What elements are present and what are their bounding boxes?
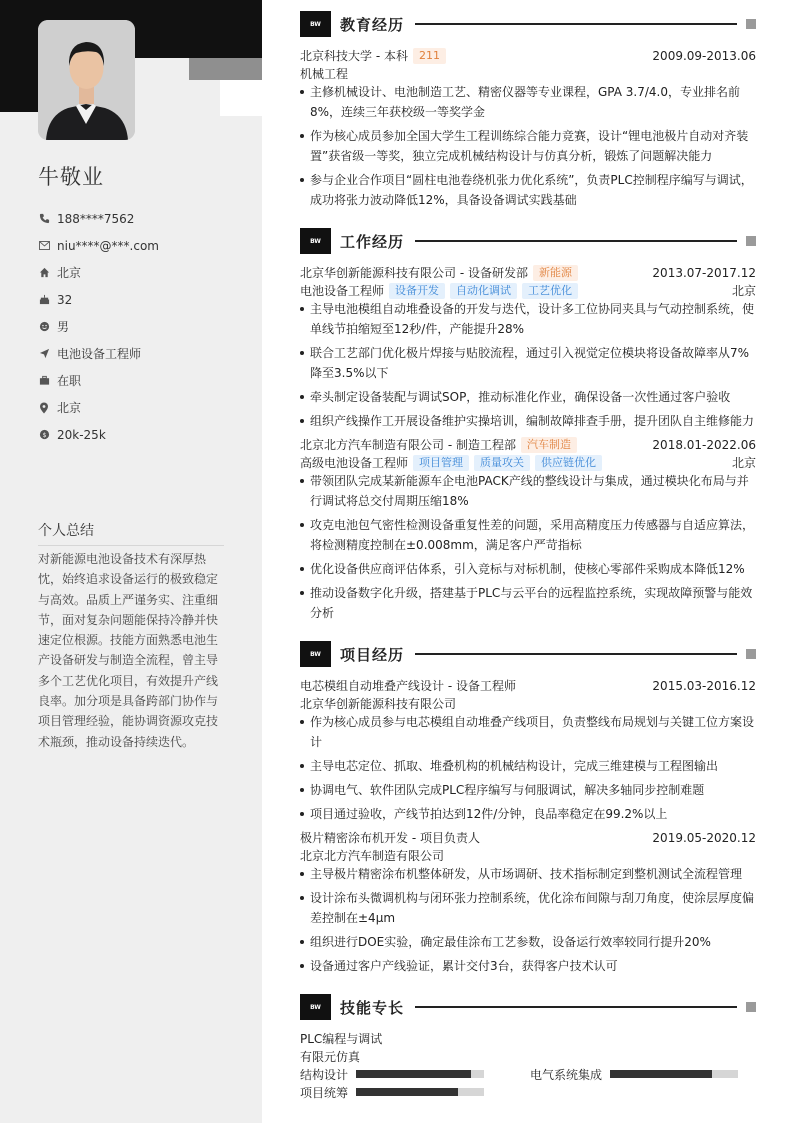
section-header-project xyxy=(300,641,756,667)
section-divider xyxy=(415,240,737,242)
section-divider xyxy=(415,23,737,25)
location-pin-icon xyxy=(38,402,50,414)
section-square xyxy=(746,1002,756,1012)
work-date: 2013.07-2017.12 xyxy=(652,265,756,280)
svg-text:$: $ xyxy=(41,430,47,439)
skill-bar-track xyxy=(356,1070,484,1078)
education-header xyxy=(300,47,756,64)
email-item xyxy=(38,232,159,259)
work-bullet: 联合工艺部门优化极片焊接与贴胶流程，通过引入视觉定位模块将设备故障率从7%降至3.5%以下 xyxy=(300,343,756,383)
work-industry-tag: 汽车制造 xyxy=(521,437,577,453)
section-divider xyxy=(415,653,737,655)
section-header-skills xyxy=(300,994,756,1020)
status-item xyxy=(38,367,159,394)
skill-bar-fill xyxy=(356,1088,458,1096)
skill-bar-track xyxy=(356,1088,484,1096)
skill-bar-label: 项目统筹 xyxy=(300,1086,349,1100)
decor-block-black-left xyxy=(0,58,38,112)
phone-icon xyxy=(38,213,50,225)
send-icon xyxy=(38,348,50,360)
project-bullet: 组织进行DOE实验，确定最佳涂布工艺参数，设备运行效率较同行提升20% xyxy=(300,932,756,952)
work-bullet: 带领团队完成某新能源车企电池PACK产线的整线设计与集成，通过模块化布局与并行调试将总交付周期压缩18% xyxy=(300,471,756,511)
project-company-row xyxy=(300,847,756,864)
city-text: 北京 xyxy=(57,401,82,415)
skill-plain: 有限元仿真 xyxy=(300,1050,361,1064)
work-bullet: 主导电池模组自动堆叠设备的开发与迭代，设计多工位协同夹具与气动控制系统，使单线节拍缩短至12秒/件，产能提升28% xyxy=(300,299,756,339)
work-skill-tag: 项目管理 xyxy=(413,455,469,471)
job-item xyxy=(38,340,159,367)
work-skill-tag: 质量攻关 xyxy=(474,455,530,471)
age-item xyxy=(38,286,159,313)
section-divider xyxy=(415,1006,737,1008)
portrait-image xyxy=(38,20,135,140)
email-icon xyxy=(38,240,50,252)
status-text: 在职 xyxy=(57,374,82,388)
section-header-education xyxy=(300,11,756,37)
section-square xyxy=(746,236,756,246)
phone-text: 188****7562 xyxy=(57,211,135,226)
skill-plain: PLC编程与调试 xyxy=(300,1032,383,1046)
skill-bar-fill xyxy=(356,1070,471,1078)
section-title-skills: 技能专长 xyxy=(340,998,405,1017)
project-header xyxy=(300,829,756,846)
education-bullet: 作为核心成员参加全国大学生工程训练综合能力竞赛，设计“锂电池极片自动对齐装置”获省级一等奖，独立完成机械结构设计与仿真分析，锻炼了问题解决能力 xyxy=(300,126,756,166)
section-badge: BW xyxy=(300,994,331,1020)
project-bullet: 作为核心成员参与电芯模组自动堆叠产线项目，负责整线布局规划与关键工位方案设计 xyxy=(300,712,756,752)
contact-info-list xyxy=(38,205,159,448)
summary-text: 对新能源电池设备技术有深厚热忱，始终追求设备运行的极致稳定与高效。品质上严谨务实、注重细节，面对复杂问题能保持冷静并快速定位根源。技能方面熟悉电池生产设备研发与制造全流程，曾主导多个工艺优化项目，有效提升产线良率。加分项是具备跨部门协作与项目管理经验，能协调资源攻克技术瓶颈，推动设备持续迭代。 xyxy=(38,552,219,749)
phone-item xyxy=(38,205,159,232)
gender-item xyxy=(38,313,159,340)
skill-plain-row xyxy=(300,1030,756,1047)
work-bullet: 攻克电池包气密性检测设备重复性差的问题，采用高精度压力传感器与自适应算法，将检测精度控制在±0.008mm，满足客户严苛指标 xyxy=(300,515,756,555)
project-date: 2015.03-2016.12 xyxy=(652,678,756,693)
work-role: 高级电池设备工程师 xyxy=(300,456,409,470)
work-header xyxy=(300,264,756,281)
school-tag: 211 xyxy=(413,48,446,64)
education-bullet: 主修机械设计、电池制造工艺、精密仪器等专业课程，GPA 3.7/4.0，专业排名前8%，连续三年获校级一等奖学金 xyxy=(300,82,756,122)
hometown-item xyxy=(38,259,159,286)
work-skill-tag: 供应链优化 xyxy=(535,455,602,471)
project-bullet: 主导极片精密涂布机整体研发，从市场调研、技术指标制定到整机测试全流程管理 xyxy=(300,864,756,884)
home-icon xyxy=(38,267,50,279)
hometown-text: 北京 xyxy=(57,266,82,280)
project-bullet: 设计涂布头微调机构与闭环张力控制系统，优化涂布间隙与刮刀角度，使涂层厚度偏差控制在±4μm xyxy=(300,888,756,928)
decor-block-white xyxy=(220,80,262,116)
project-title: 极片精密涂布机开发 - 项目负责人 xyxy=(300,831,480,845)
work-role: 电池设备工程师 xyxy=(300,284,385,298)
project-bullet: 协调电气、软件团队完成PLC程序编写与伺服调试，解决多轴同步控制难题 xyxy=(300,780,756,800)
section-header-work xyxy=(300,228,756,254)
education-date: 2009.09-2013.06 xyxy=(652,48,756,63)
education-bullet: 参与企业合作项目“圆柱电池卷绕机张力优化系统”，负责PLC控制程序编写与调试，成功将张力波动降低12%，具备设备调试实践基础 xyxy=(300,170,756,210)
work-bullet: 组织产线操作工开展设备维护实操培训，编制故障排查手册，提升团队自主维修能力 xyxy=(300,411,756,431)
skill-bar-track xyxy=(610,1070,738,1078)
work-role-row xyxy=(300,454,756,471)
project-company: 北京北方汽车制造有限公司 xyxy=(300,849,445,863)
work-skill-tag: 设备开发 xyxy=(389,283,445,299)
project-bullet: 项目通过验收，产线节拍达到12件/分钟，良品率稳定在99.2%以上 xyxy=(300,804,756,824)
city-item xyxy=(38,394,159,421)
project-header xyxy=(300,677,756,694)
section-badge: BW xyxy=(300,11,331,37)
skill-bar-label: 电气系统集成 xyxy=(530,1068,603,1082)
job-text: 电池设备工程师 xyxy=(57,347,142,361)
salary-item xyxy=(38,421,159,448)
cake-icon xyxy=(38,294,50,306)
avatar-photo xyxy=(38,20,135,140)
work-industry-tag: 新能源 xyxy=(533,265,578,281)
section-badge: BW xyxy=(300,228,331,254)
work-company: 北京北方汽车制造有限公司 - 制造工程部 xyxy=(300,438,516,452)
salary-text: 20k-25k xyxy=(57,427,106,442)
summary-title: 个人总结 xyxy=(38,520,224,546)
section-square xyxy=(746,19,756,29)
education-major: 机械工程 xyxy=(300,67,349,81)
work-skill-tag: 工艺优化 xyxy=(522,283,578,299)
school-name: 北京科技大学 - 本科 xyxy=(300,49,408,63)
email-text: niu****@***.com xyxy=(57,238,159,253)
work-bullet: 牵头制定设备装配与调试SOP，推动标准化作业，确保设备一次性通过客户验收 xyxy=(300,387,756,407)
section-title-project: 项目经历 xyxy=(340,645,405,664)
smile-icon xyxy=(38,321,50,333)
work-bullet: 优化设备供应商评估体系，引入竞标与对标机制，使核心零部件采购成本降低12% xyxy=(300,559,756,579)
project-bullet: 设备通过客户产线验证，累计交付3台，获得客户技术认可 xyxy=(300,956,756,976)
project-company: 北京华创新能源科技有限公司 xyxy=(300,697,457,711)
work-role-row xyxy=(300,282,756,299)
candidate-name: 牛敬业 xyxy=(38,165,104,189)
age-text: 32 xyxy=(57,292,73,307)
project-date: 2019.05-2020.12 xyxy=(652,830,756,845)
section-square xyxy=(746,649,756,659)
money-icon xyxy=(38,429,50,441)
project-bullet: 主导电芯定位、抓取、堆叠机构的机械结构设计，完成三维建模与工程图输出 xyxy=(300,756,756,776)
skill-bar-label: 结构设计 xyxy=(300,1068,349,1082)
briefcase-icon xyxy=(38,375,50,387)
project-company-row xyxy=(300,695,756,712)
section-title-work: 工作经历 xyxy=(340,232,405,251)
work-header xyxy=(300,436,756,453)
skill-plain-row xyxy=(300,1048,756,1065)
work-date: 2018.01-2022.06 xyxy=(652,437,756,452)
section-badge: BW xyxy=(300,641,331,667)
work-skill-tag: 自动化调试 xyxy=(450,283,517,299)
work-bullet: 推动设备数字化升级，搭建基于PLC与云平台的远程监控系统，实现故障预警与能效分析 xyxy=(300,583,756,623)
work-company: 北京华创新能源科技有限公司 - 设备研发部 xyxy=(300,266,528,280)
skill-bar-fill xyxy=(610,1070,712,1078)
gender-text: 男 xyxy=(57,320,70,334)
decor-block-gray xyxy=(189,58,262,80)
section-title-education: 教育经历 xyxy=(340,15,405,34)
work-location: 北京 xyxy=(731,456,756,470)
education-major-row xyxy=(300,65,756,82)
project-title: 电芯模组自动堆叠产线设计 - 设备工程师 xyxy=(300,679,516,693)
work-location: 北京 xyxy=(731,284,756,298)
